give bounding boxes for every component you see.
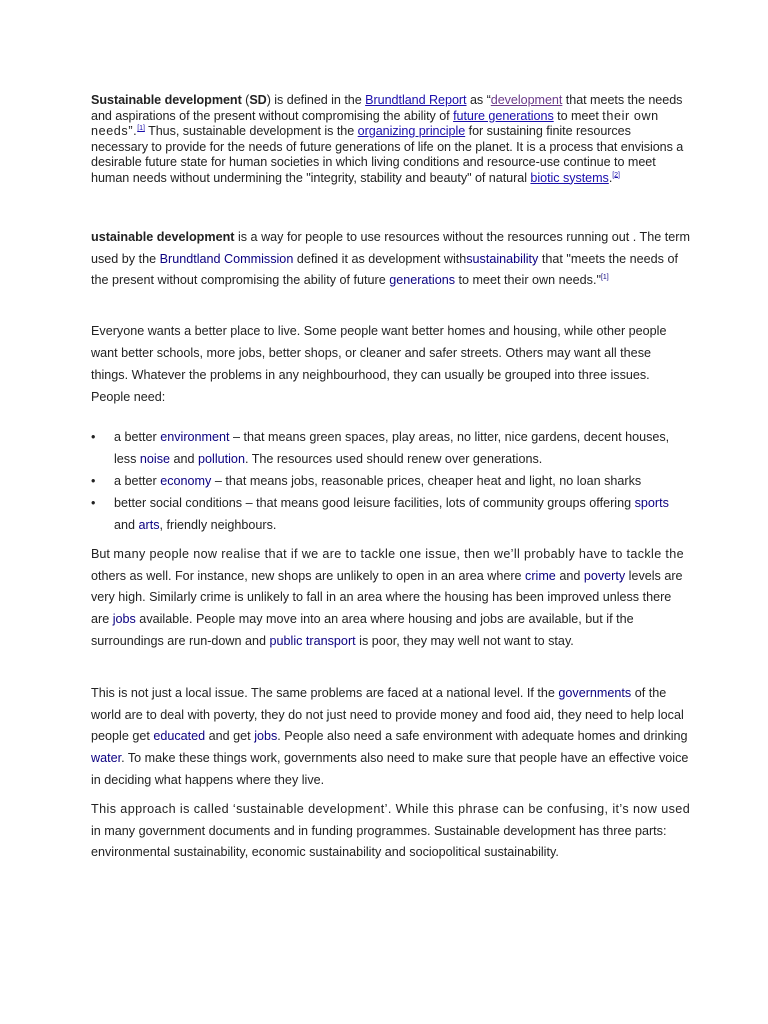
text: Thus, sustainable development is the (144, 124, 358, 138)
link-noise[interactable]: noise (139, 452, 171, 466)
link-environment[interactable]: environment (160, 430, 230, 444)
text: is a way for people to use resources without the resources running out . The term used by the (91, 230, 690, 266)
text: a better (114, 430, 161, 444)
text: ( (241, 93, 250, 107)
text: of the world are to deal with poverty, they do not just need to provide money and food aid, they need to help local people get (91, 686, 684, 744)
abbr-bold: SD (249, 93, 267, 107)
link-pollution[interactable]: pollution (198, 452, 245, 466)
text: many people now realise that if we are to tackle one issue, then we’ll probably have to tackle the (113, 547, 684, 561)
link-crime[interactable]: crime (525, 568, 556, 583)
text: to meet (553, 108, 603, 123)
link-biotic-systems[interactable]: biotic systems (530, 170, 609, 185)
link-sustainability[interactable]: sustainability (466, 251, 539, 266)
text: a better (114, 474, 161, 488)
needs-list (91, 426, 691, 536)
link-future-generations[interactable]: future generations (453, 108, 554, 123)
text: This is not just a local issue. The same problems are faced at a national level. If the (91, 686, 559, 700)
text: that meets the needs and aspirations of the present without compromising the ability of (91, 93, 683, 123)
link-jobs[interactable]: jobs (112, 612, 136, 627)
link-organizing-principle[interactable]: organizing principle (357, 124, 466, 138)
text: ) is defined in the (266, 93, 366, 107)
text: better social conditions – that means good leisure facilities, lots of community groups offering (114, 496, 635, 510)
link-brundtland-report[interactable]: Brundtland Report (365, 93, 467, 107)
paragraph-better-place: Everyone wants a better place to live. Some people want better homes and housing, while other people want better schools, more jobs, better shops, or cleaner and safer streets. Others may want all these things. Whatever the problems in any neighbourhood, they can usually be grouped into three issues. People need: (91, 324, 667, 404)
link-brundtland-commission[interactable]: Brundtland Commission (159, 251, 294, 266)
text: that "meets the needs of the present without compromising the ability of future (91, 251, 678, 287)
paragraph-definition (91, 93, 691, 186)
text: levels are very high. Similarly crime is unlikely to fall in an area where the housing has been improved unless there are (91, 568, 683, 627)
text: – that means green spaces, play areas, no litter, nice gardens, decent houses, less (114, 430, 670, 466)
text: . To make these things work, governments also need to make sure that people have an effective voice in deciding what happens where they live. (91, 751, 689, 787)
link-arts[interactable]: arts (138, 518, 160, 532)
text: . People also need a safe environment with adequate homes and drinking (277, 729, 688, 744)
link-educated[interactable]: educated (153, 729, 206, 744)
reference-link-2[interactable]: [2] (612, 171, 620, 179)
link-development[interactable]: development (490, 93, 563, 107)
text: to meet their own needs." (455, 273, 601, 287)
text: and get (205, 729, 255, 744)
link-generations[interactable]: generations (389, 273, 456, 287)
link-public-transport[interactable]: public transport (269, 633, 356, 648)
text: and (170, 452, 199, 466)
text: as “ (466, 93, 491, 107)
link-economy[interactable]: economy (160, 474, 212, 488)
text: and (555, 568, 584, 583)
term-bold: ustainable development (91, 230, 235, 244)
paragraph-national-level (91, 683, 691, 792)
paragraph-approach (91, 799, 691, 864)
link-water[interactable]: water (91, 751, 122, 766)
link-governments[interactable]: governments (558, 686, 632, 700)
text: in many government documents and in funding programmes. Sustainable development has three parts: environmental sustainability, economic sustainability and sociopolitical sustainability. (91, 823, 667, 860)
reference-link-1[interactable]: [1] (137, 124, 145, 132)
text: But (91, 547, 114, 561)
link-jobs[interactable]: jobs (254, 729, 278, 744)
link-poverty[interactable]: poverty (583, 568, 626, 583)
reference-link-1[interactable]: [1] (600, 273, 609, 281)
paragraph-simple-definition (91, 227, 691, 292)
text: is poor, they may well not want to stay. (355, 633, 574, 648)
text: defined it as development with (293, 251, 467, 266)
link-sports[interactable]: sports (634, 496, 669, 510)
text: . (608, 170, 613, 185)
text: , friendly neighbours. (159, 518, 277, 532)
paragraph-tackle-issues (91, 544, 691, 653)
text: – that means jobs, reasonable prices, cheaper heat and light, no loan sharks (211, 474, 642, 488)
text: This approach is called ‘sustainable development’. While this phrase can be confusing, it’s now used (91, 802, 691, 816)
text: and (114, 518, 139, 532)
text: available. People may move into an area where housing and jobs are available, but if the surroundings are run-down and (91, 612, 634, 648)
text: for sustaining finite resources necessary to provide for the needs of future generations of life on the planet. It is a process that envisions a desirable future state for human societies in which living conditions and resource-use continue to meet human needs without undermining the "integrity, stability and beauty" of natural (91, 124, 684, 185)
term-bold: Sustainable development (91, 93, 242, 107)
text: others as well. For instance, new shops are unlikely to open in an area where (91, 568, 526, 583)
text: their own needs”. (91, 108, 659, 138)
list-item (91, 426, 691, 470)
list-item (91, 470, 691, 492)
list-item (91, 492, 691, 536)
text: . The resources used should renew over generations. (244, 452, 543, 466)
